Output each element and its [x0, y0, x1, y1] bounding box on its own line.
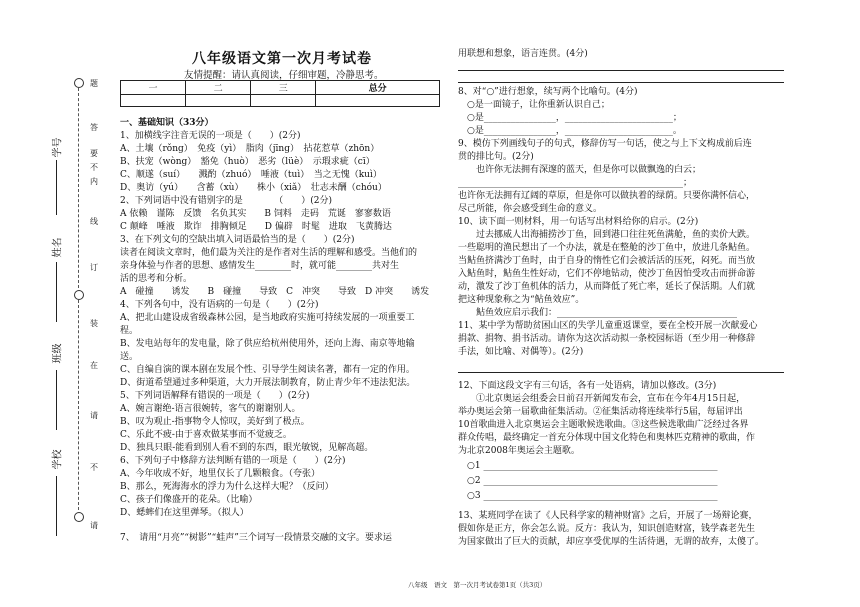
student-number-line: [56, 160, 57, 215]
question-line: B、发电站每年的发电量，除了供应给杭州使用外，还向上海、南京等地输: [120, 339, 415, 349]
seal-char: 在: [90, 361, 98, 370]
question-line: C 颠峰 唾液 欺诈 排胸倾足 D 偏辟 时髦 进取 飞黄腾达: [120, 222, 392, 232]
question-line: 2、下列词语中没有错别字的是 （ ）(2分): [120, 196, 332, 206]
section-heading: 一、基础知识（33分）: [120, 118, 214, 128]
school-line: [56, 476, 57, 536]
question-line: 群众传唱，最终确定一首充分体现中国文化特色和奥林匹克精神的歌曲，作: [458, 433, 756, 443]
seal-char: 要: [90, 149, 98, 158]
question-line: B、那么，死海海水的浮力为什么这样大呢？（反问）: [120, 482, 334, 492]
question-line: 动，激发了沙丁鱼机体的活力，从而降低了死亡率，延长了保活期。人们就: [458, 282, 756, 292]
seal-char: 装: [90, 319, 98, 328]
question-line: ○3 ____________________________________________________: [458, 491, 718, 501]
question-line: 为国家做出了巨大的贡献，却应享受优厚的生活待遇，无谓的故弃，太傻了。: [458, 537, 765, 547]
question-line: 手法，如比喻、对偶等）。(2分): [458, 347, 584, 357]
question-line: ○是________________，________________________。: [458, 126, 682, 136]
question-line: 尽己所能，你会感受到生命的意义。: [458, 204, 603, 214]
score-cell[interactable]: [251, 95, 316, 107]
seal-line: [78, 88, 79, 288]
question-line: 过去挪威人出海捕捞沙丁鱼，回到港口往往死鱼满舱，鱼的卖价大跌。: [458, 230, 756, 240]
binding-margin: [0, 0, 110, 607]
seal-char: 订: [90, 263, 98, 272]
question-line: D、蟋蟀们在这里弹琴。（拟人）: [120, 508, 249, 518]
class-line: [56, 370, 57, 430]
answer-line[interactable]: [458, 82, 784, 83]
question-line: A、土壤（rǒng） 免疫（yì） 脂肉（jīng） 拈花惹草（zhōn）: [120, 144, 380, 154]
seal-char: 内: [90, 177, 98, 186]
question-line: 6、下列句子中修辞方法判断有错的一项是（ ）(2分): [120, 456, 346, 466]
question-line: B、叹为观止-指事物令人惊叹，美好到了极点。: [120, 417, 310, 427]
score-col-1: 一: [121, 81, 186, 95]
question-line: 7、 请用“月亮”“树影”“蛙声”三个词写一段情景交融的文字。要求运: [120, 533, 392, 543]
question-line: 当鲇鱼挤满沙丁鱼时，由于自身的惰性它们会被活活的压死，闷死。而当放: [458, 256, 756, 266]
page-footer: 八年级 语文 第一次月考试卷第1页（共3页）: [408, 581, 547, 589]
question-line: A 碰撞 诱发 B 碰撞 导致 C 冲突 导致 D 冲突 诱发: [120, 287, 430, 297]
question-line: 读者在阅读文章时，他们最为关注的是作者对生活的理解和感受。当他们的: [120, 248, 418, 258]
question-line: ○1 ____________________________________________________: [458, 461, 718, 471]
question-line: 4、下列各句中，没有语病的一句是（ ）(2分): [120, 300, 319, 310]
question-line: C、孩子们像盛开的花朵。（比喻）: [120, 495, 258, 505]
label-name: 姓名: [52, 237, 64, 258]
seal-char: 不: [90, 163, 98, 172]
question-line: 8、对“○”进行想象，续写两个比喻句。(4分): [458, 87, 638, 97]
question-line: 活的思考和分析。: [120, 274, 193, 284]
question-line: 13、某班同学在读了《人民科学家的精神财富》之后，开展了一场辩论赛，: [458, 511, 758, 521]
answer-line[interactable]: [458, 70, 784, 71]
question-line: 9、模仿下列画线句子的句式，修辞仿写一句话，使之与上下文构成前后连: [458, 139, 752, 149]
question-line: B、扶宠（wòng） 豁免（huò） 恶劣（lüè） 示瑕求疵（cī）: [120, 157, 375, 167]
seal-char: 线: [90, 217, 98, 226]
question-line: C、乐此不疲-由于喜欢做某事而不觉疲乏。: [120, 430, 292, 440]
score-cell[interactable]: [316, 95, 440, 107]
seal-char: 答: [90, 123, 98, 132]
name-line: [56, 262, 57, 322]
binding-hole: [74, 512, 84, 522]
score-cell[interactable]: [121, 95, 186, 107]
question-line: A、今年收成不好，地里仅长了几颗粮食。（夸张）: [120, 469, 321, 479]
question-line: 10首歌曲进入北京奥运会主题歌候选歌曲。③这些候选歌曲广泛经过各界: [458, 420, 749, 430]
question-line: 用联想和想象，语言连贯。(4分): [458, 49, 588, 59]
label-class: 班级: [52, 343, 64, 364]
question-line: 亲身体验与作者的思想、感情发生________时，就可能________共对生: [120, 261, 400, 271]
score-table: [120, 80, 440, 107]
exam-title: 八年级语文第一次月考试卷: [192, 51, 372, 67]
binding-hole: [74, 78, 84, 88]
question-line: 送。: [120, 352, 139, 362]
question-line: 捐款、捐物、捐书活动。请你为这次活动拟一条校园标语（至少用一种修辞: [458, 334, 756, 344]
question-line: A、婉言谢绝-语言很婉转，客气的谢谢别人。: [120, 404, 301, 414]
question-line: 把这种现象称之为“鲇鱼效应”。: [458, 295, 585, 305]
question-line: 11、某中学为帮助贫困山区的失学儿童重返课堂，要在全校开展一次献爱心: [458, 321, 758, 331]
question-line: 为北京2008年奥运会主题歌。: [458, 446, 580, 456]
question-line: 5、下列词语解释有错误的一项是（ ）(2分): [120, 391, 310, 401]
question-line: 1、加横线字注音无误的一项是（ ）(2分): [120, 131, 301, 141]
question-line: 3、在下列文句的空缺出填入词语最恰当的是（ ）(2分): [120, 235, 355, 245]
score-col-total: 总分: [316, 81, 440, 95]
question-line: D、奥访（yú） 含蓄（xù） 株小（xiǎ） 壮志未酬（chóu）: [120, 183, 387, 193]
question-line: 10、读下面一则材料，用一句话写出材料给你的启示。(2分): [458, 217, 699, 227]
question-line: ①北京奥运会组委会日前召开新闻发布会，宣布在今年4月15日起，: [458, 394, 746, 404]
question-line: C、顺遂（suí） 溅酌（zhuó） 唾液（tuì） 当之无愧（kuì）: [120, 170, 382, 180]
exam-hint: 友情提醒：请认真阅读，仔细审题，冷静思考。: [184, 70, 384, 81]
question-line: 也许你无法拥有辽阔的草原，但是你可以做执着的绿荫。只要你满怀信心，: [458, 191, 756, 201]
seal-char: 不: [90, 463, 98, 472]
question-line: 也许你无法拥有深邃的蓝天，但是你可以做飘逸的白云；: [458, 165, 702, 175]
answer-line[interactable]: [458, 372, 784, 373]
seal-char: 请: [90, 411, 98, 420]
question-line: D、街道希望通过多种渠道，大力开展法制教育，防止青少年不违法犯法。: [120, 378, 416, 388]
question-line: 举办奥运会第一届歌曲征集活动。②征集活动将连续举行5届，每届评出: [458, 407, 743, 417]
question-line: ○是________________，________________________；: [458, 113, 682, 123]
binding-hole: [74, 290, 84, 300]
label-school: 学校: [52, 449, 64, 470]
question-line: A 依赖 谨陈 反馈 名负其实 B 饲料 走码 荒诞 寥寥数语: [120, 209, 391, 219]
question-line: 贯的排比句。(2分): [458, 152, 534, 162]
seal-line: [78, 300, 79, 510]
seal-char: 题: [90, 79, 98, 88]
question-line: A、把北山建设成省级森林公园，是当地政府实施可持续发展的一项重要工: [120, 313, 415, 323]
question-line: __________________________________________________；: [458, 178, 693, 188]
score-col-3: 三: [251, 81, 316, 95]
question-line: 鲇鱼效应启示我们：________________________________________: [458, 308, 738, 318]
seal-char: 请: [90, 521, 98, 530]
question-line: ○2 ____________________________________________________: [458, 476, 718, 486]
question-line: C、自编自演的课本剧在发展个性、引导学生阅读名著，都有一定的作用。: [120, 365, 415, 375]
question-line: ○是一面镜子，让你重新认识自己；: [458, 100, 610, 110]
question-line: 12、下面这段文字有三句话，各有一处语病，请加以修改。(3分): [458, 381, 717, 391]
label-student-number: 学号: [52, 137, 64, 158]
score-cell[interactable]: [186, 95, 251, 107]
question-line: 假如你是正方，你会怎么说。反方：我认为，知识创造财富，钱学森老先生: [458, 524, 756, 534]
score-col-2: 二: [186, 81, 251, 95]
question-line: 程。: [120, 326, 139, 336]
question-line: D、独具只眼-能看到别人看不到的东西，眼光敏锐，见解高超。: [120, 443, 374, 453]
question-line: 一些聪明的渔民想出了一个办法，就是在整舱的沙丁鱼中，放进几条鲇鱼。: [458, 243, 756, 253]
question-line: 入鲇鱼时，鲇鱼生性好动，它们不停地钻动，使沙丁鱼因怕受攻击而拼命游: [458, 269, 756, 279]
